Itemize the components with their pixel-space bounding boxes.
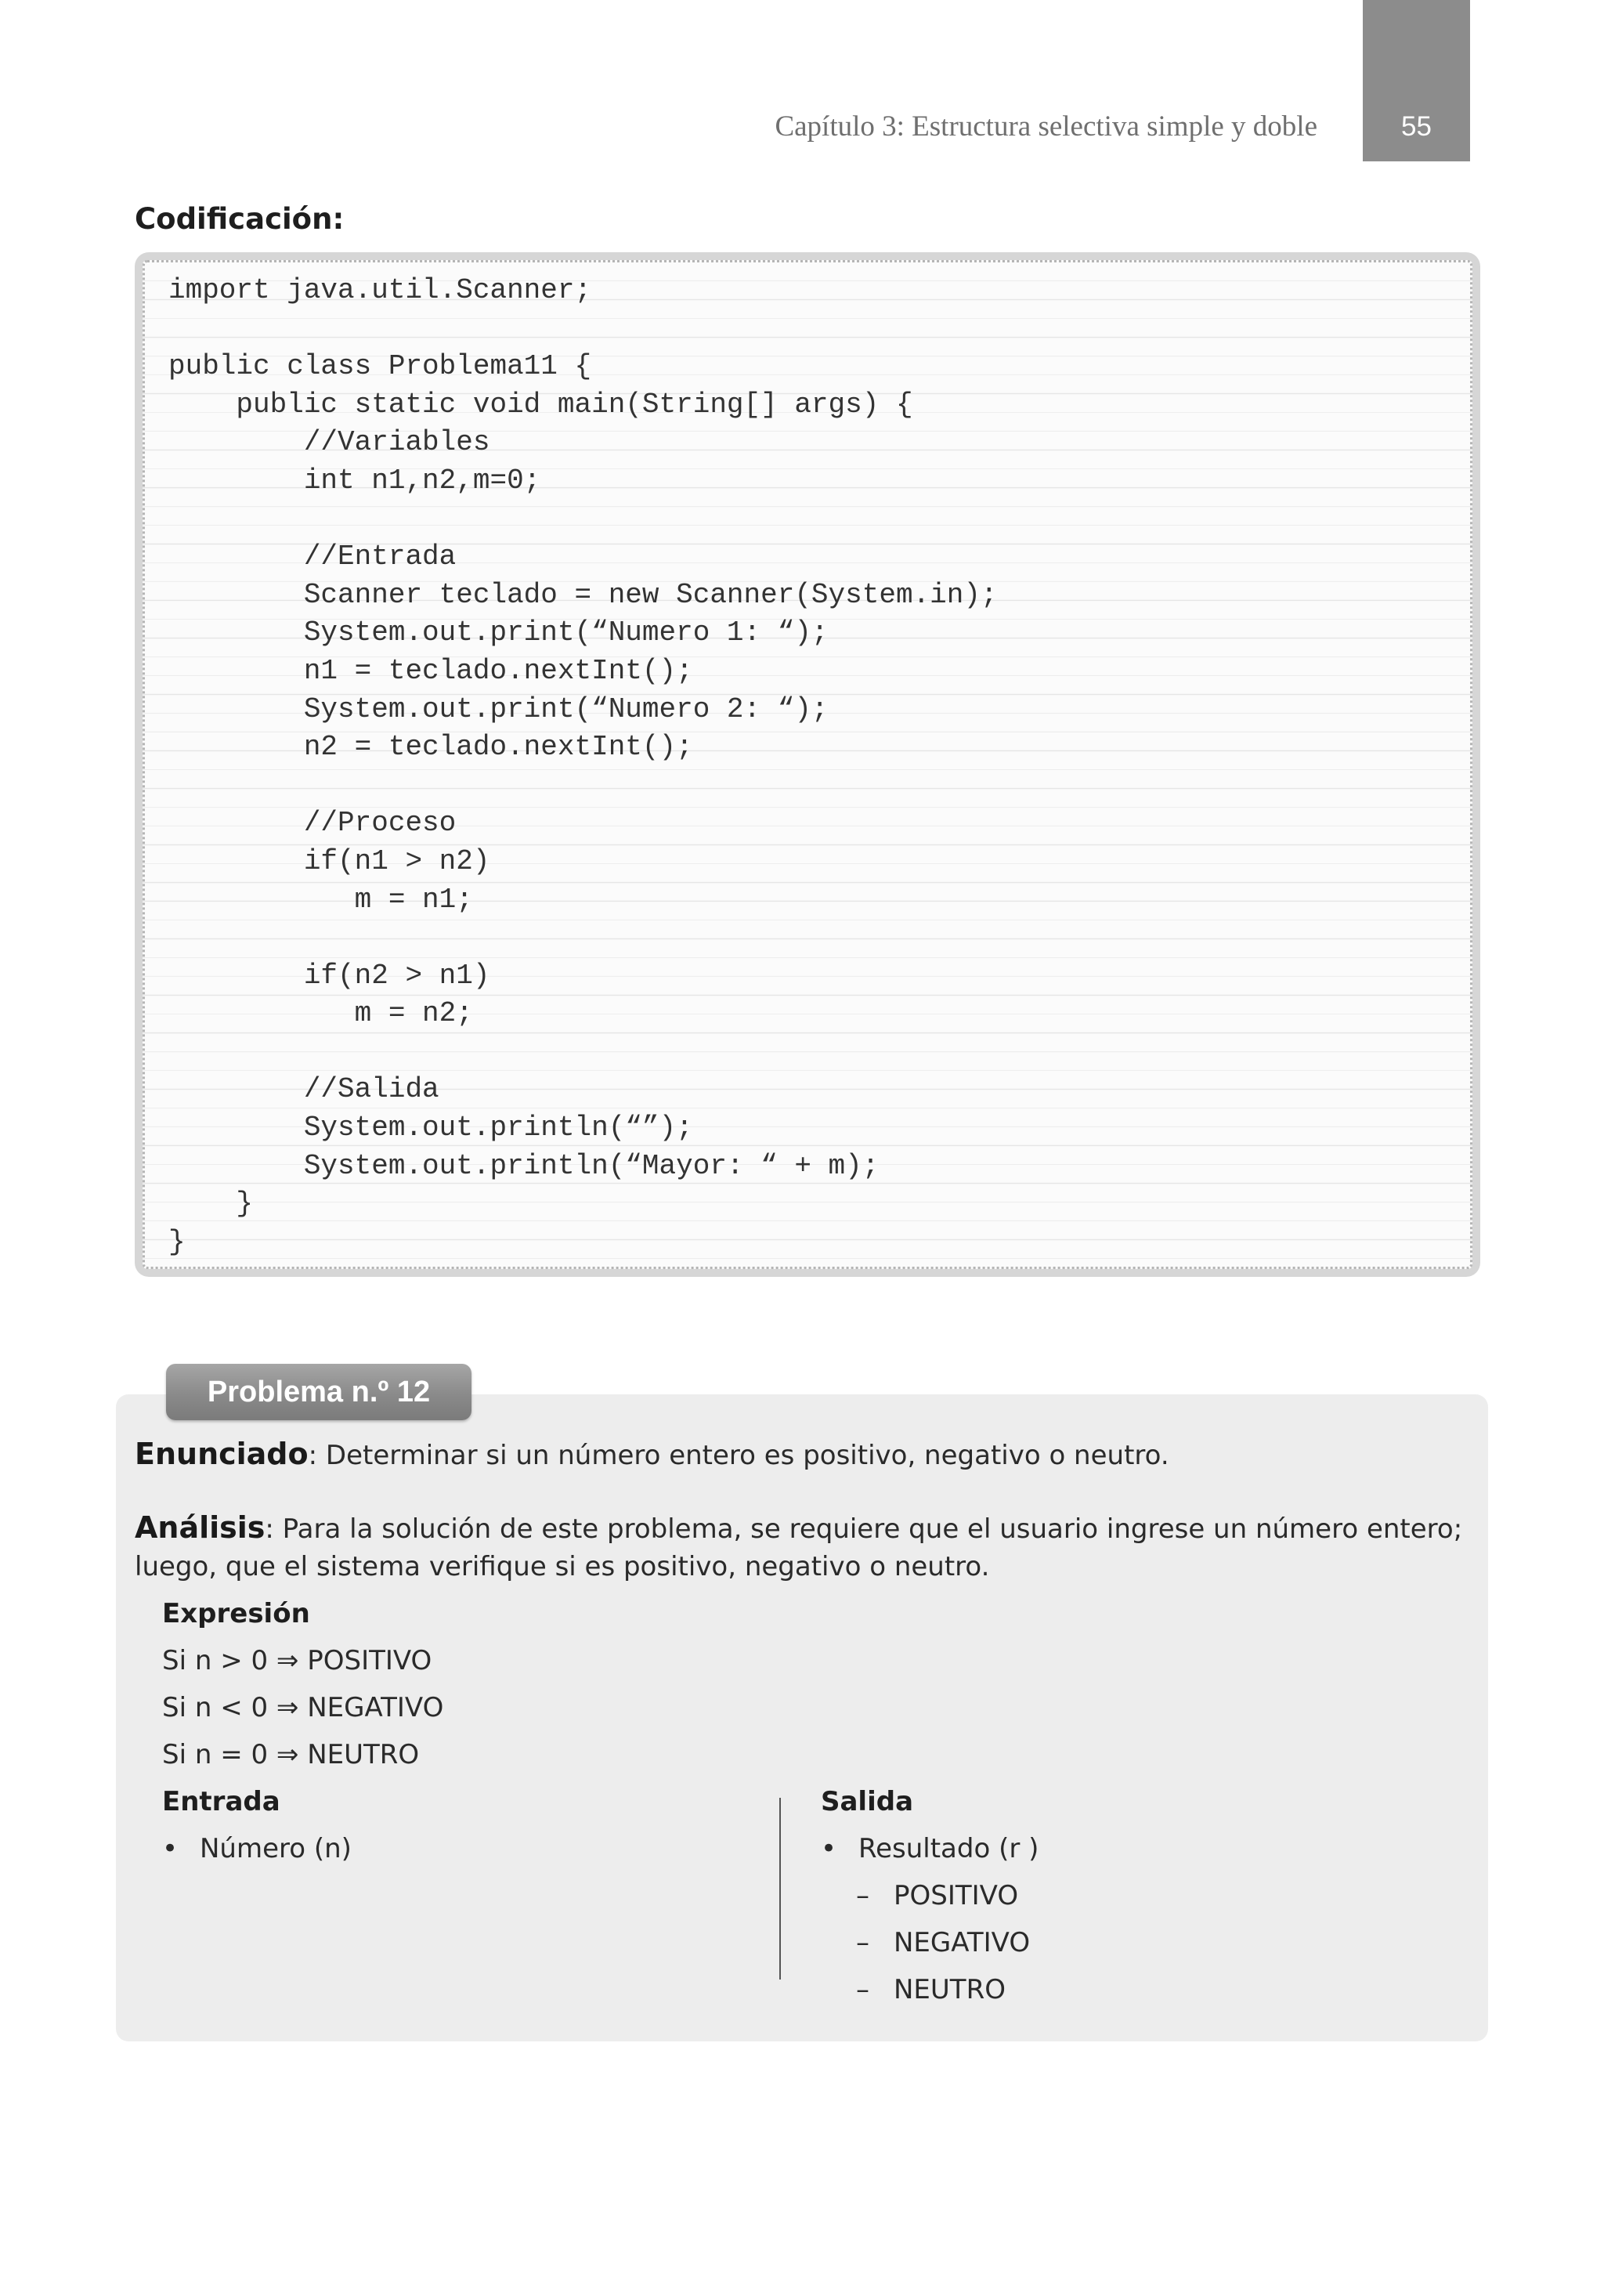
statement-text: : Determinar si un número entero es positivo, negativo o neutro. [308,1440,1169,1471]
code-line: if(n2 > n1) [168,959,490,992]
expression-line: Si n > 0 ⇒ POSITIVO [162,1645,432,1676]
code-line [168,310,1470,349]
output-value-text: NEUTRO [894,1974,1006,2005]
output-value-text: POSITIVO [894,1880,1019,1911]
dash-icon: – [856,1927,869,1958]
code-line: n2 = teclado.nextInt(); [168,731,693,764]
analysis-label: Análisis [135,1510,266,1545]
code-line: public static void main(String[] args) { [168,388,913,421]
bullet-icon: • [821,1833,837,1864]
expression-heading: Expresión [162,1598,310,1629]
code-line: n1 = teclado.nextInt(); [168,654,693,687]
code-line: System.out.println(“”); [168,1112,693,1144]
code-line: m = n2; [168,997,473,1030]
code-line: System.out.print(“Numero 1: “); [168,616,829,649]
input-item-text: Número (n) [200,1833,352,1864]
chapter-title: Capítulo 3: Estructura selectiva simple y doble [775,110,1317,143]
problem-tab: Problema n.º 12 [166,1364,471,1420]
code-line: //Entrada [168,541,457,573]
input-heading: Entrada [162,1786,280,1817]
code-line [168,767,1470,805]
code-line [168,919,1470,957]
statement [135,1435,1466,1474]
column-divider [779,1798,781,1980]
code-line [168,1033,1470,1072]
page-number-label: 55 [1401,111,1432,142]
page-number [1363,0,1470,161]
code-listing [143,260,1472,1269]
code-line: int n1,n2,m=0; [168,464,541,497]
code-line: } [168,1225,186,1258]
coding-heading: Codificación: [135,202,345,236]
code-line: import java.util.Scanner; [168,274,592,306]
code-line: Scanner teclado = new Scanner(System.in); [168,578,998,611]
code-line: System.out.print(“Numero 2: “); [168,692,829,725]
dash-icon: – [856,1880,869,1911]
code-line [168,501,1470,539]
output-value-text: NEGATIVO [894,1927,1031,1958]
code-line: public class Problema11 { [168,350,592,383]
code-line: System.out.println(“Mayor: “ + m); [168,1149,880,1182]
output-value [856,1974,1006,2005]
code-line: //Variables [168,426,490,459]
output-value [856,1880,1018,1911]
code-line: } [168,1188,254,1220]
output-value [856,1927,1030,1958]
statement-label: Enunciado [135,1437,309,1471]
analysis-text: : Para la solución de este problema, se requiere que el usuario ingrese un número entero; luego, que el sistema verifique si es positivo, negativo o neutro. [135,1513,1463,1582]
expression-line: Si n = 0 ⇒ NEUTRO [162,1739,420,1770]
code-line: m = n1; [168,883,473,916]
code-line: if(n1 > n2) [168,844,490,877]
expression-line: Si n < 0 ⇒ NEGATIVO [162,1692,444,1723]
input-item [162,1833,352,1864]
dash-icon: – [856,1974,869,2005]
analysis [135,1509,1482,1586]
output-item [821,1833,1039,1864]
bullet-icon: • [162,1833,179,1864]
code-line: //Proceso [168,807,457,840]
code-line: //Salida [168,1073,439,1106]
output-heading: Salida [821,1786,914,1817]
output-item-text: Resultado (r ) [858,1833,1039,1864]
code-block [135,252,1480,1277]
